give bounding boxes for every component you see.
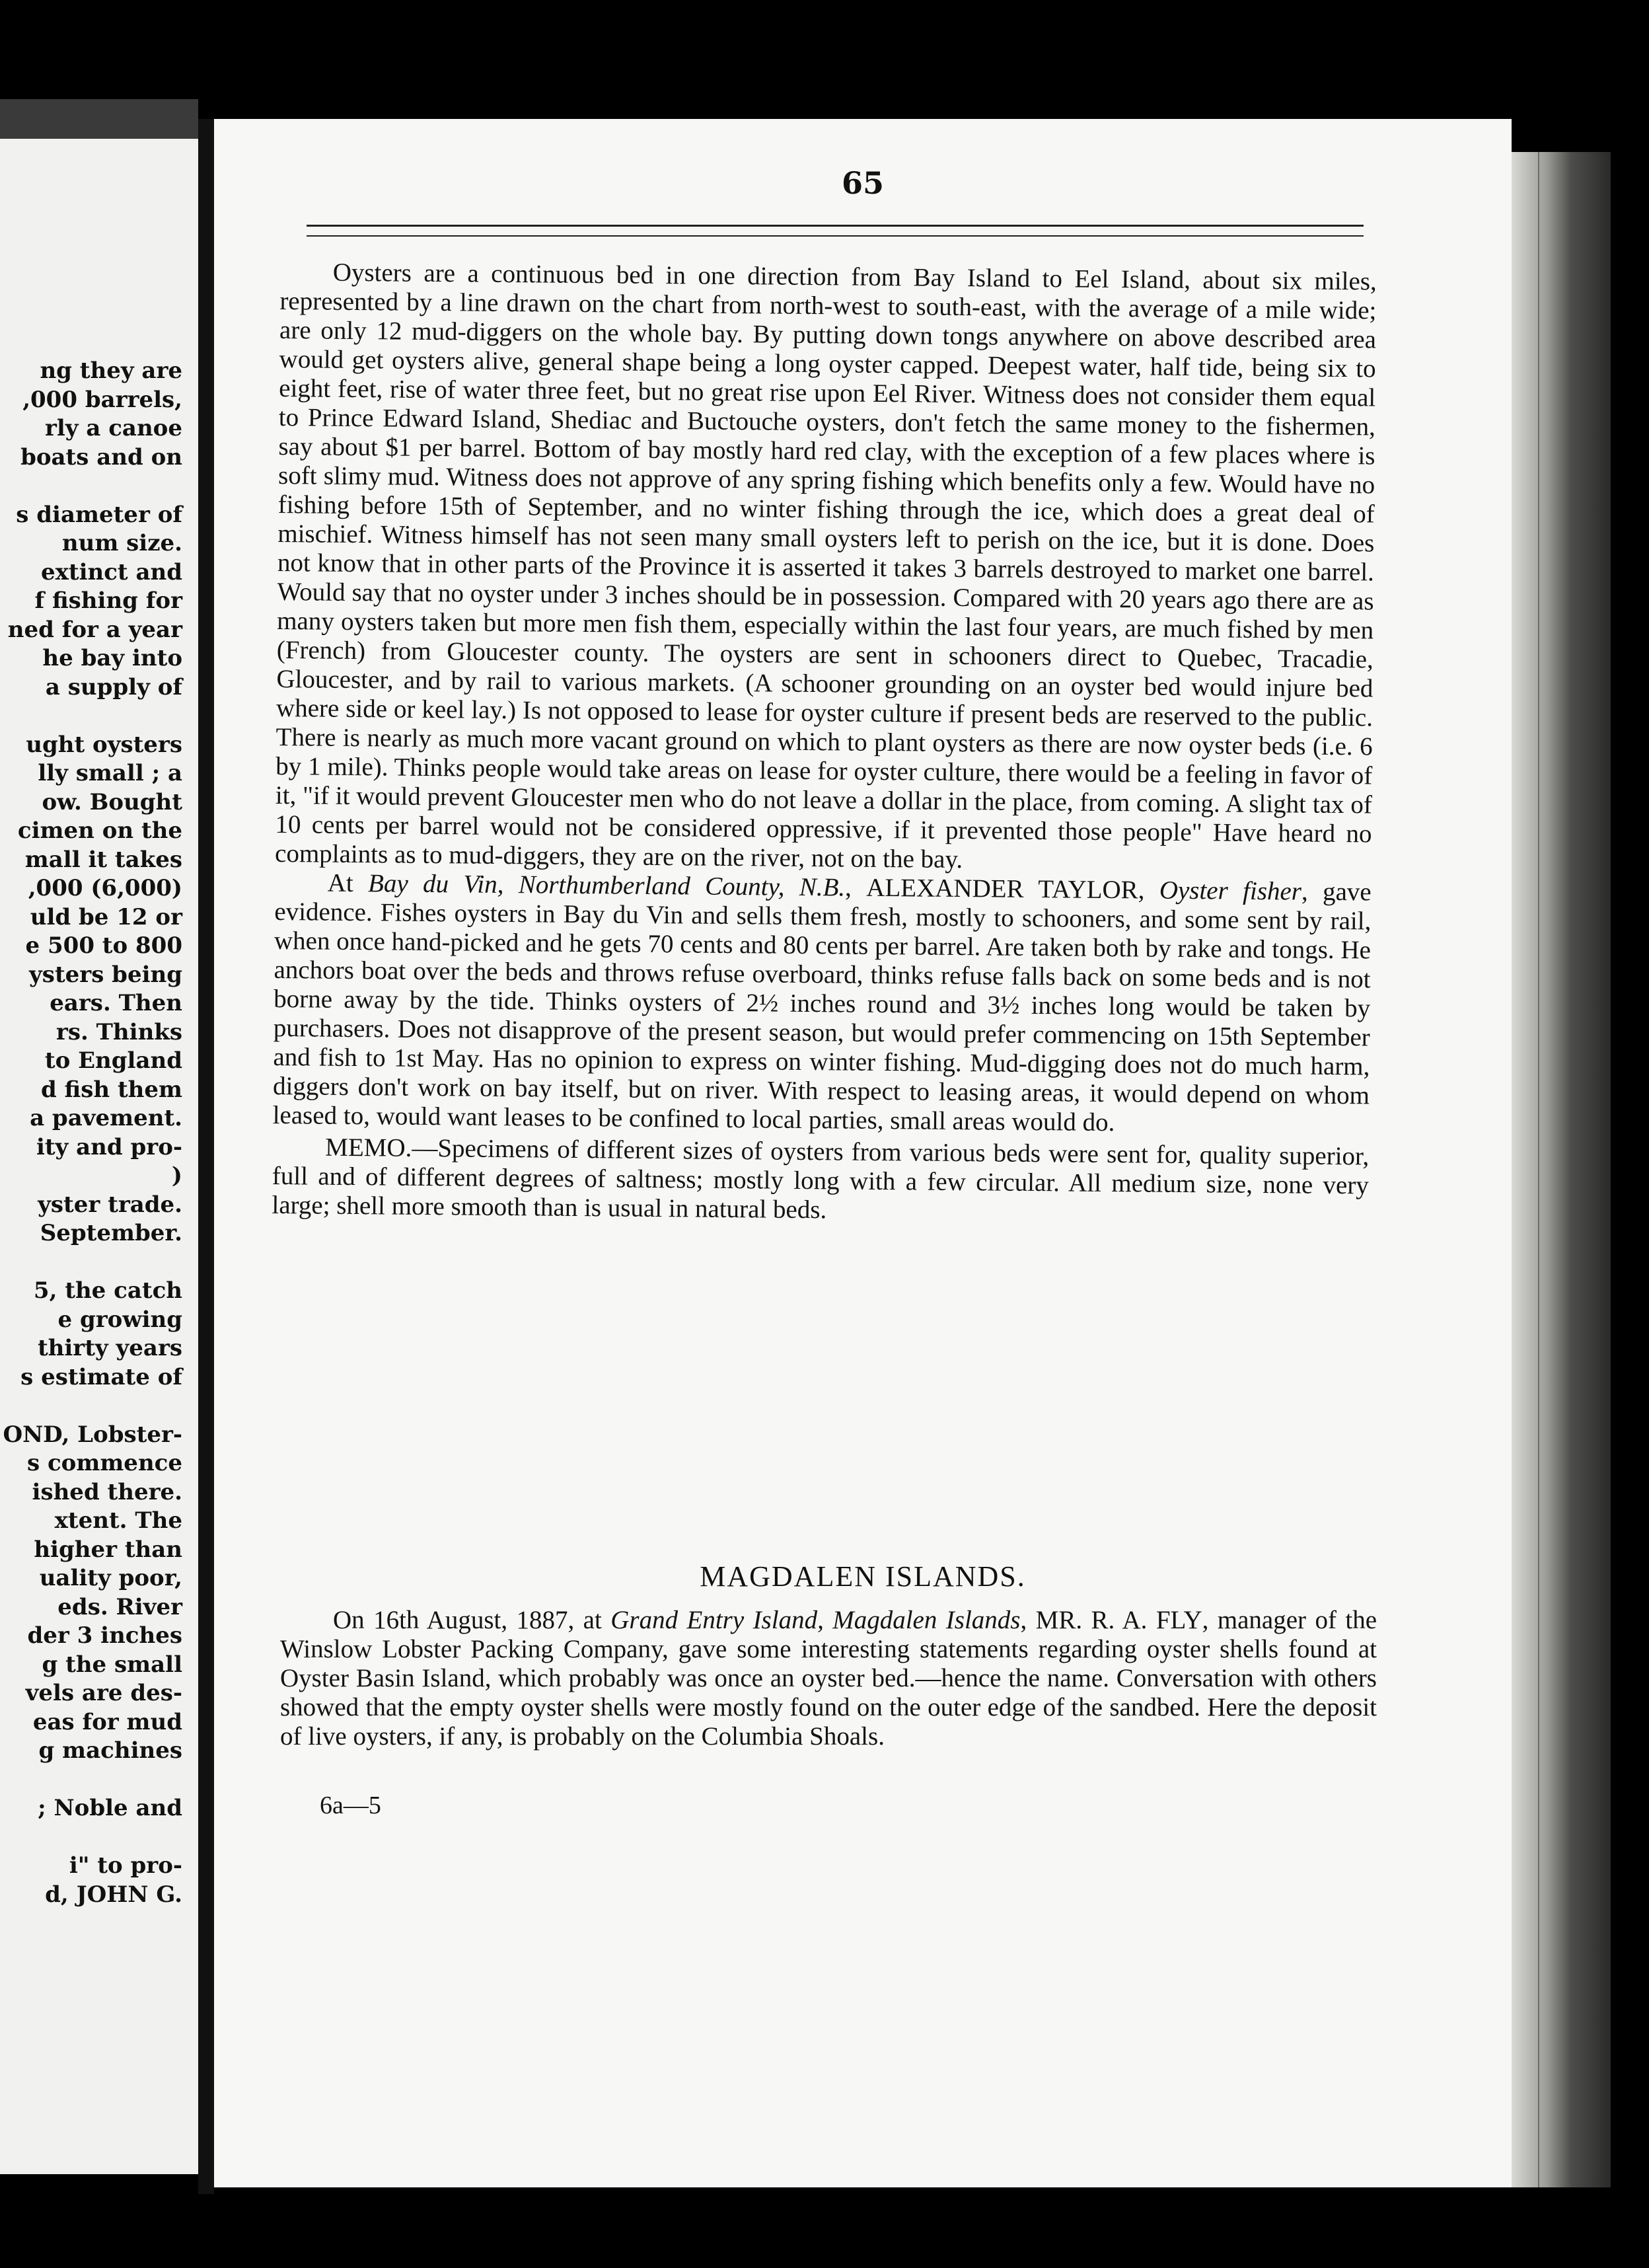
previous-page-line: rly a canoe bbox=[44, 415, 182, 441]
testimony-body bbox=[272, 258, 1377, 1229]
previous-page-line: boats and on bbox=[20, 443, 182, 471]
previous-page-line: OND, Lobster- bbox=[3, 1421, 182, 1448]
fly-place: Grand Entry Island, Magdalen Islands bbox=[610, 1606, 1021, 1634]
previous-page-line: ity and pro- bbox=[36, 1133, 182, 1160]
previous-page-line: s diameter of bbox=[16, 501, 182, 528]
previous-page-line: higher than bbox=[34, 1536, 182, 1563]
header-rule-thin bbox=[307, 235, 1364, 237]
previous-page-line: rs. Thinks bbox=[55, 1018, 182, 1045]
section-heading: MAGDALEN ISLANDS. bbox=[700, 1560, 1026, 1593]
previous-page-line: ng they are bbox=[40, 358, 182, 384]
previous-page-line: extinct and bbox=[40, 558, 182, 586]
previous-page-line bbox=[0, 472, 198, 501]
book-gutter bbox=[198, 119, 214, 2194]
previous-page-text-fragments bbox=[0, 357, 198, 1909]
oyster-bed-paragraph: Oysters are a continuous bed in one direction from Bay Island to Eel Island, about six miles, represented by a line drawn on the chart from north-west to south-east, with the average of a mile wide; are only 12 mud-diggers on the whole bay. By putting down tongs anywhere on above described area would get oysters alive, general shape being a long oyster capped. Deepest water, half tide, being six to eight feet, rise of water three feet, but no great rise upon Eel River. Witness does not consider them equal to Prince Edward Island, Shediac and Buctouche oysters, don't fetch the same money to the fishermen, say about $1 per barrel. Bottom of bay mostly hard red clay, with the exception of a few places where is soft slimy mud. Witness does not approve of any spring fishing which benefits only a few. Would have no fishing before 15th of September, and no winter fishing through the ice, which does a great deal of mischief. Witness himself has not seen many small oysters left to perish on the ice, but it is done. Does not know that in other parts of the Province it is asserted it takes 3 barrels destroyed to market one barrel. Would say that no oyster under 3 inches should be in possession. Compared with 20 years ago there are as many oysters taken but more men fish them, especially within the last four years, are much fished by men (French) from Gloucester county. The oysters are sent in schooners direct to Quebec, Tracadie, Gloucester, and by rail to various markets. (A schooner grounding on an oyster bed would injure bed where side or keel lay.) Is not opposed to lease for oyster culture if present beds are reserved to the public. There is nearly as much more vacant ground on which to plant oysters as there are now oyster beds (i.e. 6 by 1 mile). Thinks people would take areas on lease for oyster culture, there would be a feeling in favor of it, "if it would prevent Gloucester men who do not leave a dollar in the place, from coming. A slight tax of 10 cents per barrel would not be considered oppressive, if it prevented those people" Have heard no complaints as to mud-diggers, they are on the river, not on the bay. bbox=[274, 258, 1377, 874]
previous-page-line bbox=[0, 1248, 198, 1277]
page-number: 65 bbox=[841, 165, 884, 201]
previous-page-line: e growing bbox=[57, 1306, 182, 1333]
previous-page-line: ow. Bought bbox=[42, 788, 182, 815]
previous-page-line: a pavement. bbox=[30, 1105, 182, 1131]
magdalen-section-body bbox=[280, 1606, 1377, 1751]
fly-paragraph bbox=[280, 1606, 1377, 1751]
taylor-text: , gave evidence. Fishes oysters in Bay du Vin and sells them fresh, mostly to schooners, and some sent by rail, when once hand-picked and he gets 70 cents and 80 cents per barrel. Are taken both by rake and tongs. He anchors boat over the beds and throws refuse overboard, thinks refuse falls back on some beds and is not borne away by the tide. Thinks oysters of 2½ inches round and 3½ inches long would be taken by purchasers. Does not disapprove of the present season, but would prefer commencing on 15th September and fish to 1st May. Has no opinion to express on winter fishing. Mud-digging does not do much harm, diggers don't work on bay itself, but on river. With respect to leasing areas, it would depend on whom leased to, would want leases to be confined to local parties, small areas would do. bbox=[272, 877, 1372, 1137]
fly-name: MR. R. A. FLY bbox=[1035, 1606, 1202, 1634]
previous-page-line: thirty years bbox=[37, 1335, 182, 1361]
taylor-place: Bay du Vin, Northumberland County, N.B. bbox=[367, 869, 846, 902]
previous-page-line: to England bbox=[44, 1047, 182, 1074]
previous-page-line: a supply of bbox=[45, 673, 182, 700]
memo-text: —Specimens of different sizes of oysters from various beds were sent for, quality superior, full and of different degrees of saltness; mostly long with a few circular. All medium size, none very large; shell more smooth than is usual in natural beds. bbox=[272, 1133, 1370, 1225]
previous-page-line: ears. Then bbox=[50, 990, 182, 1016]
previous-page-line: eas for mud bbox=[32, 1708, 182, 1735]
previous-page-line bbox=[0, 1766, 198, 1795]
previous-page-line: d, JOHN G. bbox=[45, 1881, 182, 1908]
witness-name: ALEXANDER TAYLOR bbox=[866, 873, 1138, 905]
previous-page-line: s estimate of bbox=[20, 1363, 182, 1390]
previous-page-line: num size. bbox=[61, 530, 182, 556]
previous-page-line: yster trade. bbox=[38, 1191, 182, 1218]
previous-page-line: eds. River bbox=[57, 1593, 182, 1620]
previous-page-line: uld be 12 or bbox=[30, 903, 182, 930]
previous-page-line: s commence bbox=[27, 1450, 182, 1476]
previous-page-line: uality poor, bbox=[39, 1565, 182, 1591]
previous-page-line: cimen on the bbox=[17, 817, 182, 844]
header-rule bbox=[307, 225, 1364, 227]
witness-role: Oyster fisher bbox=[1159, 876, 1302, 906]
previous-page-line: lly small ; a bbox=[38, 760, 182, 786]
memo-label: MEMO. bbox=[325, 1133, 412, 1162]
previous-page-line: xtent. The bbox=[54, 1507, 182, 1534]
fly-comma: , bbox=[1020, 1606, 1036, 1634]
page-stack-edge bbox=[1512, 152, 1611, 2187]
previous-page-line: i" to pro- bbox=[69, 1852, 182, 1879]
previous-page-line bbox=[0, 1823, 198, 1852]
previous-page-line: ysters being bbox=[29, 961, 182, 988]
previous-page-line: ,000 barrels, bbox=[22, 386, 182, 413]
previous-page-line: he bay into bbox=[42, 645, 182, 671]
taylor-lead: At bbox=[327, 868, 369, 898]
previous-page-line: 5, the catch bbox=[33, 1277, 182, 1304]
previous-page-line bbox=[0, 1392, 198, 1421]
previous-page-line: ught oysters bbox=[26, 731, 182, 758]
fly-text: , manager of the Winslow Lobster Packing Company, gave some interesting statements regarding oyster shells found at Oyster Basin Island, which probably was once an oyster bed.—hence the name. Conversation with others showed that the empty oyster shells were mostly found on the outer edge of the sandbed. Here the deposit of live oysters, if any, is probably on the Columbia Shoals. bbox=[280, 1606, 1377, 1751]
previous-page-line: ished there. bbox=[32, 1478, 182, 1505]
previous-page-line: der 3 inches bbox=[27, 1622, 182, 1649]
previous-page-line: vels are des- bbox=[25, 1680, 182, 1706]
taylor-paragraph bbox=[272, 868, 1371, 1139]
taylor-comma2: , bbox=[1138, 876, 1159, 905]
memo-paragraph bbox=[272, 1133, 1369, 1229]
previous-page-line: September. bbox=[40, 1220, 182, 1246]
previous-page-line: ; Noble and bbox=[38, 1795, 182, 1821]
previous-page-line: ned for a year bbox=[7, 616, 182, 643]
previous-page bbox=[0, 99, 198, 2174]
previous-page-line: g the small bbox=[42, 1651, 182, 1678]
previous-page-line: mall it takes bbox=[24, 846, 182, 873]
document-page bbox=[214, 119, 1512, 2187]
previous-page-line bbox=[0, 702, 198, 731]
taylor-comma: , bbox=[844, 873, 867, 902]
previous-page-line: g machines bbox=[38, 1737, 182, 1764]
previous-page-line: d fish them bbox=[40, 1076, 182, 1103]
previous-page-line: e 500 to 800 bbox=[25, 932, 182, 959]
page-shadow-band bbox=[0, 99, 198, 139]
previous-page-line: f fishing for bbox=[34, 587, 182, 614]
fly-lead: On 16th August, 1887, at bbox=[333, 1606, 611, 1634]
previous-page-line: ) bbox=[171, 1162, 182, 1189]
previous-page-line: ,000 (6,000) bbox=[28, 875, 182, 901]
printer-signature: 6a—5 bbox=[320, 1792, 381, 1819]
